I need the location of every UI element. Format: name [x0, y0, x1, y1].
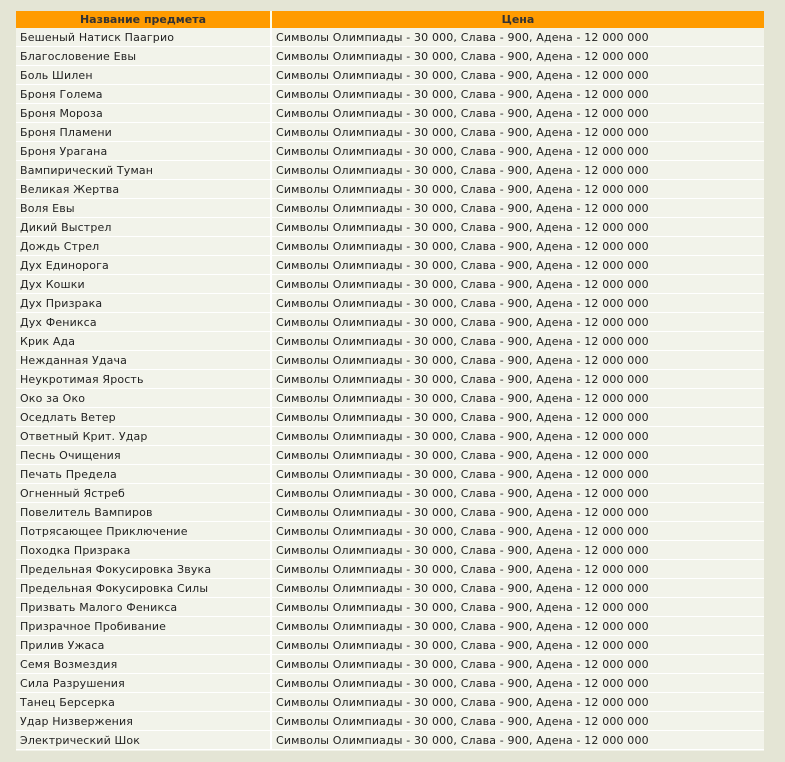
item-name-cell: Дух Единорога	[16, 256, 271, 275]
table-row	[16, 598, 764, 617]
item-name-cell: Повелитель Вампиров	[16, 503, 271, 522]
item-name-cell: Потрясающее Приключение	[16, 522, 271, 541]
table-row	[16, 484, 764, 503]
table-header-row	[16, 11, 764, 28]
price-cell: Символы Олимпиады - 30 000, Слава - 900, Адена - 12 000 000	[271, 104, 764, 123]
price-cell: Символы Олимпиады - 30 000, Слава - 900, Адена - 12 000 000	[271, 674, 764, 693]
item-name-cell: Электрический Шок	[16, 731, 271, 750]
table-row	[16, 28, 764, 47]
table-row	[16, 731, 764, 750]
price-cell: Символы Олимпиады - 30 000, Слава - 900, Адена - 12 000 000	[271, 446, 764, 465]
item-name-cell: Танец Берсерка	[16, 693, 271, 712]
table-row	[16, 370, 764, 389]
column-header-item-name: Название предмета	[16, 11, 271, 28]
item-name-cell: Дикий Выстрел	[16, 218, 271, 237]
table-row	[16, 389, 764, 408]
item-name-cell: Око за Око	[16, 389, 271, 408]
price-table-container	[16, 11, 764, 751]
price-cell: Символы Олимпиады - 30 000, Слава - 900, Адена - 12 000 000	[271, 503, 764, 522]
table-row	[16, 104, 764, 123]
item-name-cell: Вампирический Туман	[16, 161, 271, 180]
price-cell: Символы Олимпиады - 30 000, Слава - 900, Адена - 12 000 000	[271, 465, 764, 484]
price-cell: Символы Олимпиады - 30 000, Слава - 900, Адена - 12 000 000	[271, 28, 764, 47]
price-cell: Символы Олимпиады - 30 000, Слава - 900, Адена - 12 000 000	[271, 180, 764, 199]
item-name-cell: Печать Предела	[16, 465, 271, 484]
table-row	[16, 294, 764, 313]
table-row	[16, 218, 764, 237]
price-cell: Символы Олимпиады - 30 000, Слава - 900, Адена - 12 000 000	[271, 636, 764, 655]
item-name-cell: Благословение Евы	[16, 47, 271, 66]
item-name-cell: Дух Призрака	[16, 294, 271, 313]
item-name-cell: Броня Урагана	[16, 142, 271, 161]
table-row	[16, 408, 764, 427]
table-row	[16, 256, 764, 275]
item-name-cell: Крик Ада	[16, 332, 271, 351]
item-name-cell: Призрачное Пробивание	[16, 617, 271, 636]
item-name-cell: Дух Кошки	[16, 275, 271, 294]
price-cell: Символы Олимпиады - 30 000, Слава - 900, Адена - 12 000 000	[271, 484, 764, 503]
price-cell: Символы Олимпиады - 30 000, Слава - 900, Адена - 12 000 000	[271, 560, 764, 579]
item-name-cell: Песнь Очищения	[16, 446, 271, 465]
table-row	[16, 351, 764, 370]
price-cell: Символы Олимпиады - 30 000, Слава - 900, Адена - 12 000 000	[271, 522, 764, 541]
table-row	[16, 541, 764, 560]
price-table	[16, 11, 764, 750]
item-name-cell: Бешеный Натиск Паагрио	[16, 28, 271, 47]
price-cell: Символы Олимпиады - 30 000, Слава - 900, Адена - 12 000 000	[271, 712, 764, 731]
price-cell: Символы Олимпиады - 30 000, Слава - 900, Адена - 12 000 000	[271, 237, 764, 256]
price-cell: Символы Олимпиады - 30 000, Слава - 900, Адена - 12 000 000	[271, 389, 764, 408]
price-cell: Символы Олимпиады - 30 000, Слава - 900, Адена - 12 000 000	[271, 370, 764, 389]
table-row	[16, 712, 764, 731]
table-row	[16, 199, 764, 218]
table-row	[16, 617, 764, 636]
column-header-price: Цена	[271, 11, 764, 28]
item-name-cell: Сила Разрушения	[16, 674, 271, 693]
price-cell: Символы Олимпиады - 30 000, Слава - 900, Адена - 12 000 000	[271, 351, 764, 370]
item-name-cell: Предельная Фокусировка Звука	[16, 560, 271, 579]
item-name-cell: Походка Призрака	[16, 541, 271, 560]
price-cell: Символы Олимпиады - 30 000, Слава - 900, Адена - 12 000 000	[271, 579, 764, 598]
price-cell: Символы Олимпиады - 30 000, Слава - 900, Адена - 12 000 000	[271, 218, 764, 237]
table-row	[16, 85, 764, 104]
item-name-cell: Нежданная Удача	[16, 351, 271, 370]
price-cell: Символы Олимпиады - 30 000, Слава - 900, Адена - 12 000 000	[271, 655, 764, 674]
item-name-cell: Огненный Ястреб	[16, 484, 271, 503]
item-name-cell: Великая Жертва	[16, 180, 271, 199]
price-cell: Символы Олимпиады - 30 000, Слава - 900, Адена - 12 000 000	[271, 161, 764, 180]
table-row	[16, 123, 764, 142]
price-cell: Символы Олимпиады - 30 000, Слава - 900, Адена - 12 000 000	[271, 541, 764, 560]
price-cell: Символы Олимпиады - 30 000, Слава - 900, Адена - 12 000 000	[271, 142, 764, 161]
item-name-cell: Броня Голема	[16, 85, 271, 104]
table-row	[16, 636, 764, 655]
price-cell: Символы Олимпиады - 30 000, Слава - 900, Адена - 12 000 000	[271, 693, 764, 712]
table-row	[16, 560, 764, 579]
table-row	[16, 47, 764, 66]
price-cell: Символы Олимпиады - 30 000, Слава - 900, Адена - 12 000 000	[271, 199, 764, 218]
table-row	[16, 332, 764, 351]
table-row	[16, 522, 764, 541]
item-name-cell: Неукротимая Ярость	[16, 370, 271, 389]
table-row	[16, 313, 764, 332]
table-row	[16, 674, 764, 693]
table-row	[16, 693, 764, 712]
item-name-cell: Воля Евы	[16, 199, 271, 218]
table-row	[16, 427, 764, 446]
price-cell: Символы Олимпиады - 30 000, Слава - 900, Адена - 12 000 000	[271, 123, 764, 142]
price-cell: Символы Олимпиады - 30 000, Слава - 900, Адена - 12 000 000	[271, 731, 764, 750]
price-cell: Символы Олимпиады - 30 000, Слава - 900, Адена - 12 000 000	[271, 617, 764, 636]
table-row	[16, 446, 764, 465]
price-cell: Символы Олимпиады - 30 000, Слава - 900, Адена - 12 000 000	[271, 332, 764, 351]
item-name-cell: Дождь Стрел	[16, 237, 271, 256]
item-name-cell: Оседлать Ветер	[16, 408, 271, 427]
item-name-cell: Броня Пламени	[16, 123, 271, 142]
price-cell: Символы Олимпиады - 30 000, Слава - 900, Адена - 12 000 000	[271, 427, 764, 446]
item-name-cell: Боль Шилен	[16, 66, 271, 85]
item-name-cell: Призвать Малого Феникса	[16, 598, 271, 617]
table-row	[16, 465, 764, 484]
item-name-cell: Семя Возмездия	[16, 655, 271, 674]
price-cell: Символы Олимпиады - 30 000, Слава - 900, Адена - 12 000 000	[271, 256, 764, 275]
price-cell: Символы Олимпиады - 30 000, Слава - 900, Адена - 12 000 000	[271, 85, 764, 104]
price-cell: Символы Олимпиады - 30 000, Слава - 900, Адена - 12 000 000	[271, 275, 764, 294]
table-row	[16, 579, 764, 598]
item-name-cell: Дух Феникса	[16, 313, 271, 332]
table-row	[16, 275, 764, 294]
item-name-cell: Броня Мороза	[16, 104, 271, 123]
item-name-cell: Ответный Крит. Удар	[16, 427, 271, 446]
price-cell: Символы Олимпиады - 30 000, Слава - 900, Адена - 12 000 000	[271, 47, 764, 66]
item-name-cell: Прилив Ужаса	[16, 636, 271, 655]
table-row	[16, 142, 764, 161]
table-row	[16, 180, 764, 199]
item-name-cell: Удар Низвержения	[16, 712, 271, 731]
table-row	[16, 161, 764, 180]
item-name-cell: Предельная Фокусировка Силы	[16, 579, 271, 598]
table-row	[16, 66, 764, 85]
price-cell: Символы Олимпиады - 30 000, Слава - 900, Адена - 12 000 000	[271, 598, 764, 617]
price-cell: Символы Олимпиады - 30 000, Слава - 900, Адена - 12 000 000	[271, 408, 764, 427]
price-cell: Символы Олимпиады - 30 000, Слава - 900, Адена - 12 000 000	[271, 294, 764, 313]
table-row	[16, 503, 764, 522]
table-row	[16, 655, 764, 674]
price-cell: Символы Олимпиады - 30 000, Слава - 900, Адена - 12 000 000	[271, 66, 764, 85]
price-cell: Символы Олимпиады - 30 000, Слава - 900, Адена - 12 000 000	[271, 313, 764, 332]
table-row	[16, 237, 764, 256]
